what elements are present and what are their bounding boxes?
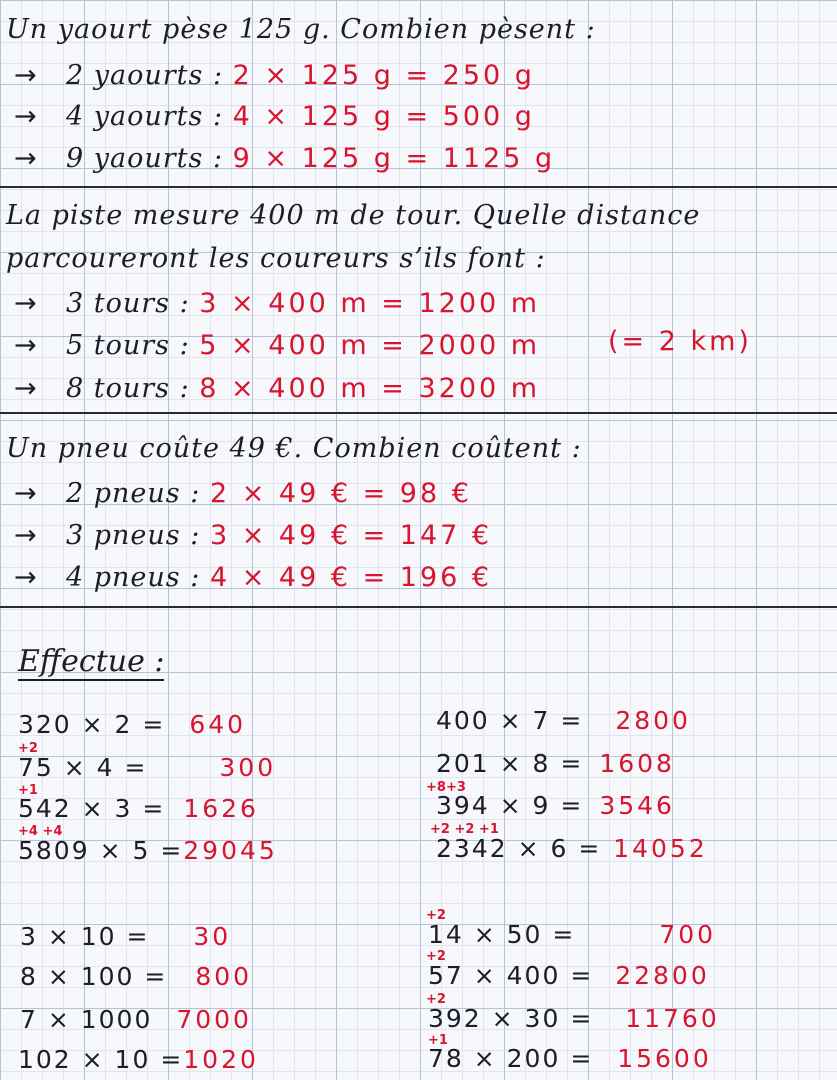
section2-question-line1: La piste mesure 400 m de tour. Quelle distance	[6, 200, 701, 231]
carry-right-3: +8+3	[426, 780, 466, 795]
calc-left-4: 5809 × 5 =29045	[18, 836, 278, 865]
calc-right-4: 2342 × 6 = 14052	[436, 834, 708, 863]
carry-left-4: +4 +4	[18, 824, 63, 839]
divider	[0, 186, 837, 188]
section4-title: Effectue :	[18, 644, 165, 679]
arrow-icon: →	[14, 330, 38, 361]
section1-row-2: → 4 yaourts : 4 × 125 g = 500 g	[14, 101, 535, 132]
arrow-icon: →	[14, 478, 38, 509]
calc-right-3: 394 × 9 = 3546	[436, 791, 675, 820]
section3-answer-3: 4 × 49 € = 196 €	[209, 562, 493, 593]
carry-right-4: +2 +2 +1	[430, 822, 499, 837]
section1-answer-1: 2 × 125 g = 250 g	[232, 60, 535, 91]
calc-left-6: 8 × 100 = 800	[20, 962, 253, 991]
section2-row-3: → 8 tours : 8 × 400 m = 3200 m	[14, 373, 541, 404]
calc-right-6: 57 × 400 = 22800	[428, 961, 710, 990]
arrow-icon: →	[14, 562, 38, 593]
carry-left-2: +2	[18, 741, 38, 756]
carry-right-6: +2	[426, 949, 446, 964]
calc-left-8: 102 × 10 =1020	[18, 1045, 259, 1074]
calc-right-2: 201 × 8 = 1608	[436, 749, 675, 778]
carry-right-8: +1	[428, 1033, 448, 1048]
section1-question: Un yaourt pèse 125 g. Combien pèsent :	[6, 14, 596, 45]
section1-row-3: → 9 yaourts : 9 × 125 g = 1125 g	[14, 143, 556, 174]
calc-left-7: 7 × 1000 7000	[20, 1005, 252, 1034]
carry-right-7: +2	[426, 992, 446, 1007]
arrow-icon: →	[14, 373, 38, 404]
calc-right-5: 14 × 50 = 700	[428, 920, 717, 949]
arrow-icon: →	[14, 101, 38, 132]
divider	[0, 412, 837, 414]
section2-answer-3: 8 × 400 m = 3200 m	[199, 373, 541, 404]
calc-left-2: 75 × 4 = 300	[18, 753, 277, 782]
section3-row-1: → 2 pneus : 2 × 49 € = 98 €	[14, 478, 472, 509]
calc-right-1: 400 × 7 = 2800	[436, 706, 691, 735]
section1-answer-3: 9 × 125 g = 1125 g	[232, 143, 556, 174]
calc-left-3: 542 × 3 = 1626	[18, 794, 259, 823]
carry-left-3: +1	[18, 783, 38, 798]
section3-question: Un pneu coûte 49 €. Combien coûtent :	[6, 433, 582, 464]
section2-row-2: → 5 tours : 5 × 400 m = 2000 m	[14, 330, 541, 361]
calc-left-1: 320 × 2 = 640	[18, 710, 247, 739]
arrow-icon: →	[14, 143, 38, 174]
section2-question-line2: parcoureront les coureurs s’ils font :	[6, 243, 546, 274]
arrow-icon: →	[14, 288, 38, 319]
section2-row-1: → 3 tours : 3 × 400 m = 1200 m	[14, 288, 541, 319]
section1-answer-2: 4 × 125 g = 500 g	[232, 101, 535, 132]
calc-right-8: 78 × 200 = 15600	[428, 1044, 712, 1073]
divider	[0, 606, 837, 608]
arrow-icon: →	[14, 520, 38, 551]
calc-right-7: 392 × 30 = 11760	[428, 1004, 720, 1033]
section2-answer-2: 5 × 400 m = 2000 m	[199, 330, 541, 361]
carry-right-5: +2	[426, 908, 446, 923]
calc-left-5: 3 × 10 = 30	[20, 922, 232, 951]
section2-note: (= 2 km)	[608, 326, 752, 357]
section3-row-2: → 3 pneus : 3 × 49 € = 147 €	[14, 520, 493, 551]
arrow-icon: →	[14, 60, 38, 91]
section3-answer-1: 2 × 49 € = 98 €	[209, 478, 472, 509]
section2-answer-1: 3 × 400 m = 1200 m	[199, 288, 541, 319]
section1-row-1: → 2 yaourts : 2 × 125 g = 250 g	[14, 60, 535, 91]
section3-answer-2: 3 × 49 € = 147 €	[209, 520, 493, 551]
section3-row-3: → 4 pneus : 4 × 49 € = 196 €	[14, 562, 493, 593]
